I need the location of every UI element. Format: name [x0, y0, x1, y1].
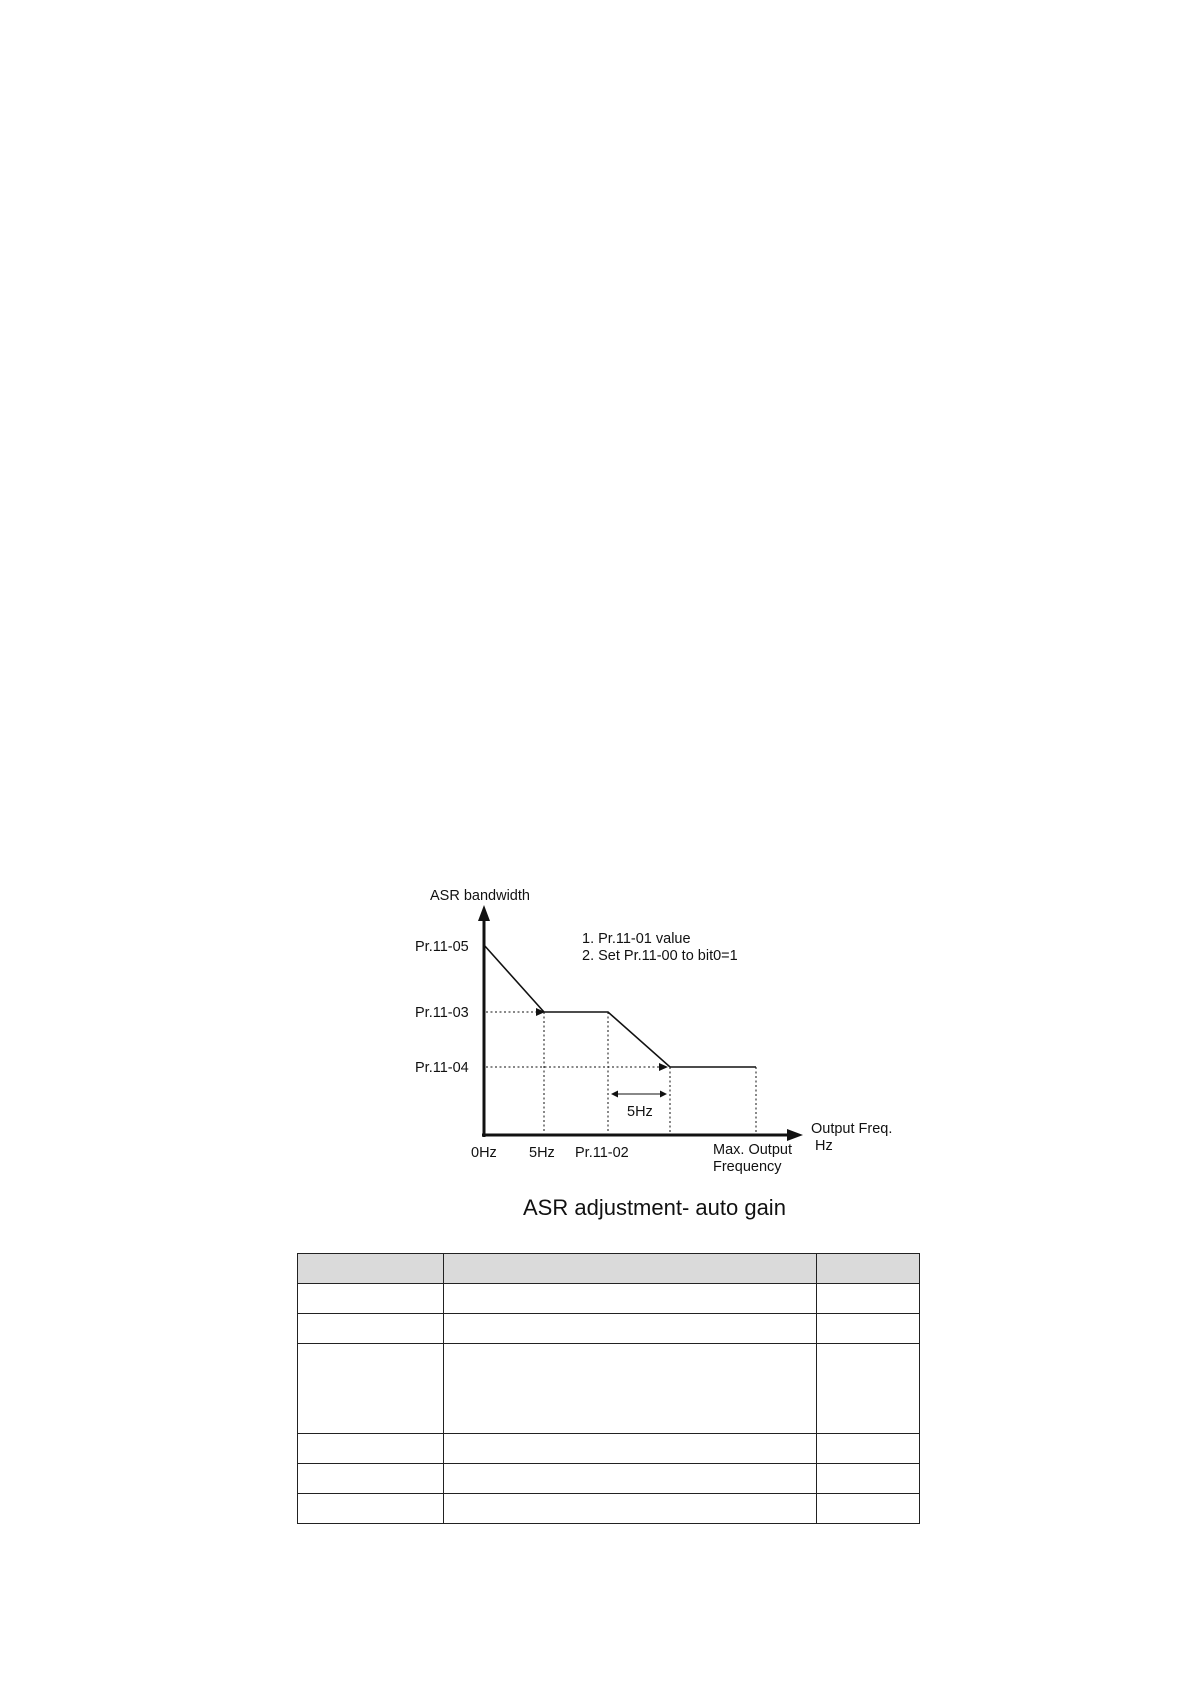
y-label-pr1103: Pr.11-03: [415, 1005, 469, 1021]
y-axis-arrowhead: [478, 905, 490, 921]
table-header-cell: [817, 1254, 920, 1284]
table-header-cell: [298, 1254, 444, 1284]
note-2: 2. Set Pr.11-00 to bit0=1: [582, 948, 738, 964]
parameter-table: [297, 1253, 920, 1524]
table-cell: [817, 1494, 920, 1524]
table-cell: [817, 1434, 920, 1464]
table-cell: [817, 1284, 920, 1314]
table-row: [298, 1434, 920, 1464]
x-label-0hz: 0Hz: [471, 1145, 497, 1161]
y-axis-label: ASR bandwidth: [430, 888, 530, 904]
table-cell: [444, 1494, 817, 1524]
table-cell: [444, 1434, 817, 1464]
table-header-row: [298, 1254, 920, 1284]
table-cell: [298, 1494, 444, 1524]
x-label-max-output: Max. Output: [713, 1142, 792, 1158]
guide-lines: [486, 1012, 756, 1135]
table-cell: [817, 1344, 920, 1434]
x-axis-unit: Hz: [815, 1138, 833, 1154]
table-cell: [817, 1464, 920, 1494]
x-label-pr1102: Pr.11-02: [575, 1145, 629, 1161]
table-row: [298, 1314, 920, 1344]
y-label-pr1104: Pr.11-04: [415, 1060, 469, 1076]
table-row: [298, 1494, 920, 1524]
span-5hz-label: 5Hz: [627, 1104, 653, 1120]
x-axis-label: Output Freq.: [811, 1121, 893, 1137]
table-cell: [817, 1314, 920, 1344]
table-row: [298, 1344, 920, 1434]
table-cell: [298, 1344, 444, 1434]
table-cell: [298, 1284, 444, 1314]
table-row: [298, 1284, 920, 1314]
table-cell: [444, 1314, 817, 1344]
table-cell: [298, 1314, 444, 1344]
table-row: [298, 1464, 920, 1494]
x-axis-arrowhead: [787, 1129, 803, 1141]
x-label-frequency: Frequency: [713, 1159, 782, 1175]
table-cell: [298, 1434, 444, 1464]
table-cell: [444, 1284, 817, 1314]
table-cell: [298, 1464, 444, 1494]
table-cell: [444, 1464, 817, 1494]
table-cell: [444, 1344, 817, 1434]
table-header-cell: [444, 1254, 817, 1284]
y-label-pr1105: Pr.11-05: [415, 939, 469, 955]
diagram-caption: ASR adjustment- auto gain: [523, 1195, 786, 1220]
note-1: 1. Pr.11-01 value: [582, 931, 691, 947]
x-label-5hz: 5Hz: [529, 1145, 555, 1161]
